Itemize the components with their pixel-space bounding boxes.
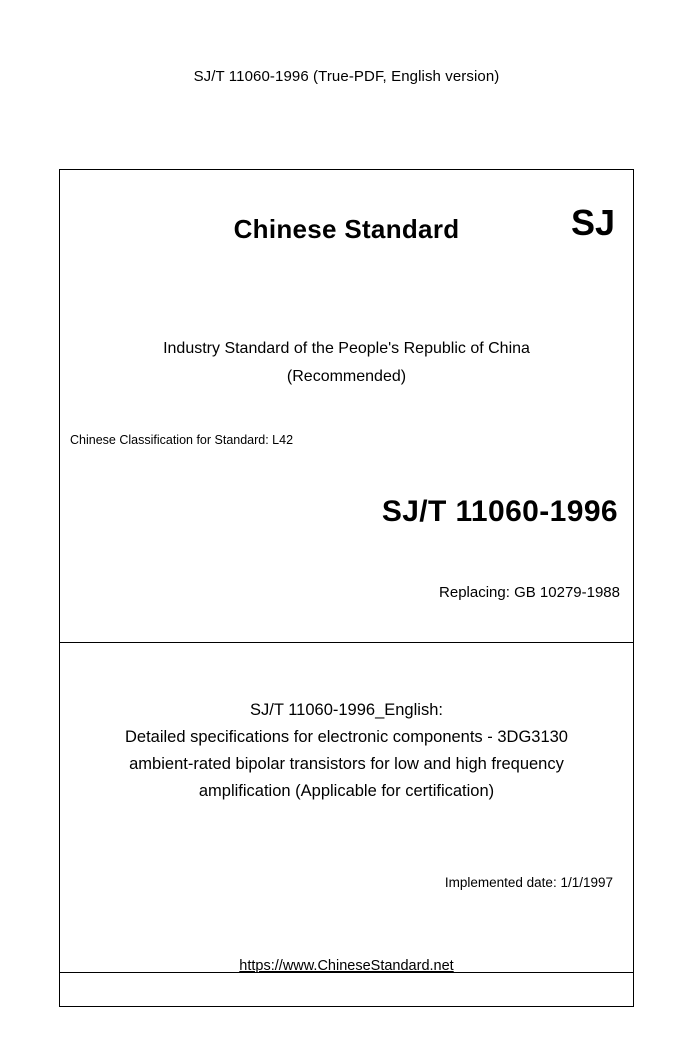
cover-upper-block (60, 170, 633, 642)
cover-frame (59, 169, 634, 1007)
page-caption: SJ/T 11060-1996 (True-PDF, English version) (193, 68, 500, 85)
page-title: Chinese Standard (233, 214, 460, 244)
industry-standard-line-2: (Recommended) (286, 368, 407, 385)
english-title-line-1: SJ/T 11060-1996_English: (250, 701, 443, 719)
english-title (60, 697, 633, 805)
implemented-date: Implemented date: 1/1/1997 (444, 875, 613, 890)
industry-standard-line-1: Industry Standard of the People's Republic of China (163, 340, 530, 357)
english-title-line-2: Detailed specifications for electronic components - 3DG3130 (125, 728, 568, 746)
standard-title-row (60, 170, 633, 250)
sj-logo-mark: SJ (570, 202, 615, 243)
classification-code: Chinese Classification for Standard: L42 (70, 433, 294, 447)
source-url[interactable]: https://www.ChineseStandard.net (239, 958, 454, 974)
frame-divider-upper (60, 642, 633, 643)
standard-number: SJ/T 11060-1996 (381, 495, 618, 528)
cover-footer-block (60, 973, 633, 1006)
replacing-note: Replacing: GB 10279-1988 (439, 584, 620, 601)
english-title-line-4: amplification (Applicable for certification) (198, 782, 495, 800)
english-title-line-3: ambient-rated bipolar transistors for low and high frequency (129, 755, 564, 773)
industry-standard-line (60, 335, 633, 391)
cover-lower-block (60, 697, 633, 972)
document-page (0, 68, 693, 1048)
